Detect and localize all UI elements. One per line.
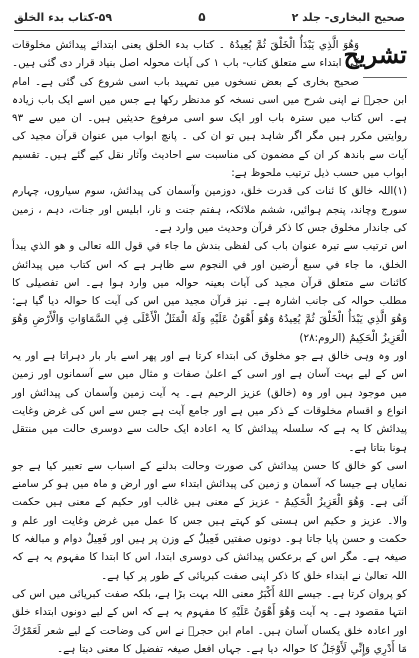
paragraph-attributes: اسی کو خالق کا حسن پیدائش کی صورت وحالت بدلنے کے اسباب سے تعبیر کیا ہے جو نمایاں ہے جیسا کہ آسمان و زمین کی پیدائش ابتداء سے اور ارض و ماہ میں ہو کر سامنے آئی ہے۔ وَهُوَ الْعَزِيزُ الْحَكِيمُ - عزیز کے معنی ہیں غالب اور حکیم کے معنی ہیں حکمت والا۔ عزیز و حکیم اس ہستی کو کہتے ہیں جس کا عمل میں غرض وغایت اور علم و حکمت و حسن پایا جاتا ہو۔ دونوں صفتیں فَعِيلٌ کے وزن پر ہیں اور فَعِيلٌ دوام و مبالغہ کا صیغہ ہے۔ مگر اس کے برعکس پیدائش کی دوسری ابتدا، اس کا ابتدا کا مفہوم یہ ہے کہ اللہ تعالیٰ نے ابتداء خلق کا ذکر اپنی صفت کبریائی کے طور پر کیا ہے۔ bbox=[12, 459, 407, 582]
page-header bbox=[14, 6, 405, 28]
page-body bbox=[12, 36, 407, 655]
paragraph-intro: وَهُوَ الَّذِي يَبْدَأُ الْخَلْقَ ثُمَّ يُعِيدُهُ ۔ کتاب بدء الخلق یعنی ابتدائے پیدائش مخلوقات کی ابتداء سے متعلق کتاب- باب ۱ کی آیات محولہ اصل بنیاد قرار دی گئی ہیں۔ صحیح بخاری کے بعض نسخوں میں تمہید باب اسی شروع کی گئی ہے۔ امام ابن حجرؒ نے اپنی شرح میں اسی نسخہ کو مدنظر رکھا ہے جس میں اسے ایک باب زیادہ ہے۔ اس کتاب میں سترہ باب اور ایک سو اسی مرفوع حدیثیں ہیں۔ ان میں سے ۹۳ روایتیں مکرر ہیں مگر اگر شاہد ہیں تو ان کی ۔ پانچ ابواب میں عنوان قرآن مجید کی آیات سے باندھ کر ان کے مضمون کی مناسبت سے احادیث وآثار نقل کیے گئے ہیں۔ تقسیم ابواب میں حسب ذیل ترتیب ملحوظ ہے: bbox=[12, 39, 407, 180]
paragraph-order: (۱)اللہ خالق کا ئنات کی قدرت خلق، دوزمین وآسمان کی پیدائش، سوم سیاروں، چہارم سورج وچاند، پنجم ہوائیں، ششم ملائکہ، ہفتم جنت و نار، ابلیس اور جنات، دہم ، زمین کی جاندار مخلوق جس کا ذکر قرآن وحدیث میں وارد ہے۔ bbox=[12, 185, 407, 234]
book-title: صحیح البخاری- جلد ۲ bbox=[291, 10, 405, 24]
chapter-title: ۵۹-کتاب بدء الخلق bbox=[14, 10, 113, 24]
paragraph-verse-explanation: اور وہ وہی خالق ہے جو مخلوق کی ابتداء کرتا ہے اور پھر اسے بار بار دہراتا ہے اور یہ اس کے لیے بہت آسان ہے اور اسی کے اعلیٰ صفات و مثال میں سے آسمانوں اور زمین میں موجود ہیں اور وہ (خالق) عزیز الرحیم ہے۔ یہ آیت زمین وآسمان کی پیدائش اور انواع و اقسام مخلوقات کے ذکر میں ہے اور جامع آیت ہے جس سے اس کی غرض وغایت پیدائش کا یہ ہے کہ سلسلہ پیدائش کا یہ اعادہ ایک حالت سے دوسری حالت میں منتقل ہونا بتاتا ہے۔ bbox=[12, 350, 407, 454]
paragraph-conclusion: کو پروان کرتا ہے۔ جیسے اللهُ أَكْبَرُ معنی اللہ بہت بڑا ہے، بلکہ صفت کبریائی میں اس کی انتہا مقصود ہے۔ یہ آیت وَهُوَ أَهْوَنُ عَلَيْهِ کا مفہوم یہ ہے کہ اس کے لیے دونوں ابتداء خلق اور اعادہ خلق یکساں آسان ہیں۔ امام ابن حجرؒ نے اس کی وضاحت کے لیے شعر لَعَمْرُكَ مَا أَدْرِي وَإِنِّي لَأَوْجَلُ کا حوالہ دیا ہے۔ جہاں افعل صیغہ تفضیل کا معنی دیتا ہے۔ bbox=[12, 587, 407, 655]
page-number: ۵ bbox=[198, 10, 206, 24]
header-divider bbox=[14, 30, 405, 31]
paragraph-chapters: اس ترتیب سے تیرہ عنوان باب کی لفظی بندش ما جاء في قول الله تعالى و هو الذي يبدأ الخلق، ما جاء في سبع أرضين اور في النجوم سے ظاہر ہے کہ اس کتاب میں پیدائش کائنات سے متعلق قرآن مجید کی آیات بعینہ حوالہ میں وارد ہوا ہے۔ اس تفصیلی کا مطلب حوالہ کی جانب اشارہ ہے۔ نیز قرآن مجید میں اس کی آیت کا حوالہ دیا گیا ہے: وَهُوَ الَّذِي يَبْدَأُ الْخَلْقَ ثُمَّ يُعِيدُهُ وَهُوَ أَهْوَنُ عَلَيْهِ وَلَهُ الْمَثَلُ الْأَعْلَى فِي السَّمَاوَاتِ وَالْأَرْضِ وَهُوَ الْعَزِيزُ الْحَكِيمُ (الروم:۲۸) bbox=[12, 240, 407, 344]
tashreeh-heading: تشریح bbox=[363, 37, 407, 78]
